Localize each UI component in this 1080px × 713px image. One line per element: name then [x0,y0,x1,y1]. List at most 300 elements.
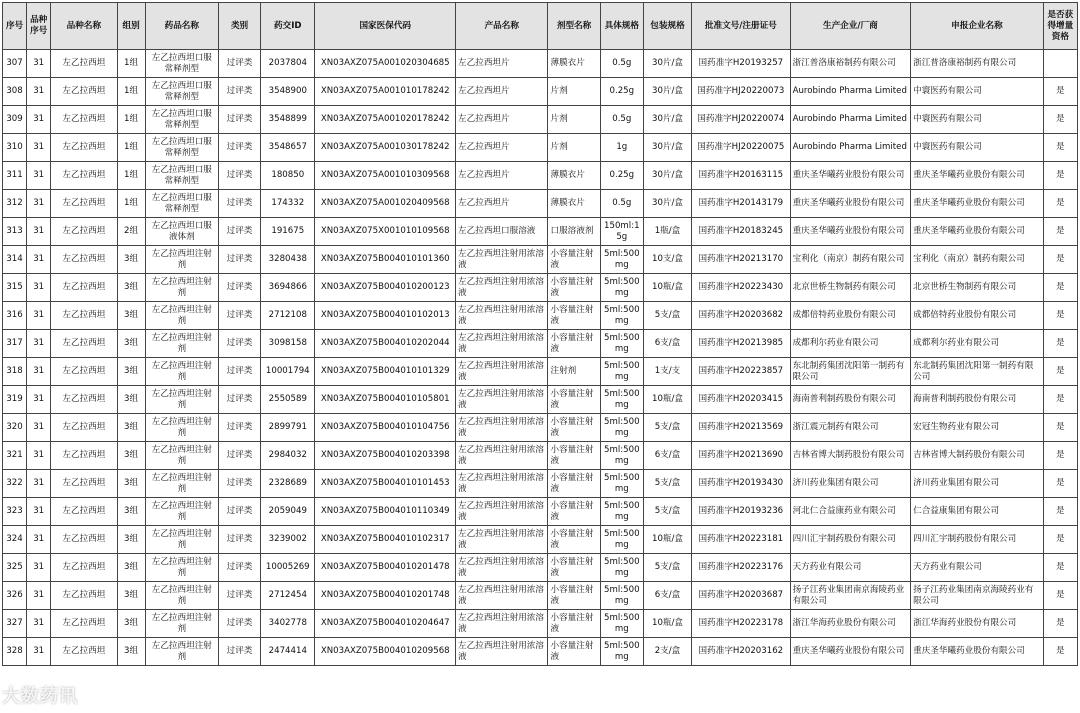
header-product-name: 产品名称 [456,3,548,50]
cell-serial-number: 320 [3,414,27,442]
cell-dosage-form: 小容量注射液 [548,582,600,610]
cell-serial-number: 319 [3,386,27,414]
cell-exchange-id: 180850 [261,162,315,190]
cell-dosage-form: 片剂 [548,134,600,162]
cell-insurance-code: XN03AXZ075A001020304685 [315,50,456,78]
cell-insurance-code: XN03AXZ075A001020178242 [315,106,456,134]
cell-package-spec: 5支/盒 [643,498,691,526]
cell-variety-number: 31 [27,386,51,414]
cell-applicant: 重庆圣华曦药业股份有限公司 [911,162,1044,190]
cell-product-name: 左乙拉西坦注射用浓溶液 [456,610,548,638]
cell-exchange-id: 2550589 [261,386,315,414]
cell-product-name: 左乙拉西坦注射用浓溶液 [456,246,548,274]
header-drug-name: 药品名称 [145,3,218,50]
cell-category: 过评类 [218,386,260,414]
cell-exchange-id: 3402778 [261,610,315,638]
cell-serial-number: 308 [3,78,27,106]
table-row [3,386,1078,414]
cell-product-name: 左乙拉西坦注射用浓溶液 [456,442,548,470]
cell-approval-number: 国药准字HJ20220074 [692,106,790,134]
cell-specification: 5ml:500mg [600,358,643,386]
cell-drug-name: 左乙拉西坦注射剂 [145,498,218,526]
cell-incremental-eligibility: 是 [1043,358,1077,386]
cell-category: 过评类 [218,106,260,134]
cell-category: 过评类 [218,78,260,106]
table-row [3,162,1078,190]
cell-insurance-code: XN03AXZ075A001030178242 [315,134,456,162]
cell-product-name: 左乙拉西坦注射用浓溶液 [456,358,548,386]
cell-product-name: 左乙拉西坦注射用浓溶液 [456,554,548,582]
cell-incremental-eligibility: 是 [1043,470,1077,498]
cell-approval-number: 国药准字H20213569 [692,414,790,442]
cell-approval-number: 国药准字H20203687 [692,582,790,610]
cell-serial-number: 325 [3,554,27,582]
cell-variety-number: 31 [27,162,51,190]
cell-manufacturer: 重庆圣华曦药业股份有限公司 [790,218,911,246]
table-row [3,554,1078,582]
header-group: 组别 [117,3,145,50]
cell-variety-name: 左乙拉西坦 [51,442,117,470]
cell-package-spec: 1支/支 [643,358,691,386]
header-package-spec: 包装规格 [643,3,691,50]
cell-group: 3组 [117,638,145,666]
cell-dosage-form: 薄膜衣片 [548,162,600,190]
cell-variety-name: 左乙拉西坦 [51,470,117,498]
cell-insurance-code: XN03AXZ075B004010200123 [315,274,456,302]
cell-variety-number: 31 [27,638,51,666]
cell-dosage-form: 小容量注射液 [548,610,600,638]
cell-dosage-form: 小容量注射液 [548,498,600,526]
cell-category: 过评类 [218,190,260,218]
cell-incremental-eligibility: 是 [1043,414,1077,442]
cell-serial-number: 321 [3,442,27,470]
cell-category: 过评类 [218,638,260,666]
cell-dosage-form: 薄膜衣片 [548,50,600,78]
header-category: 类别 [218,3,260,50]
cell-manufacturer: 重庆圣华曦药业股份有限公司 [790,190,911,218]
cell-variety-name: 左乙拉西坦 [51,414,117,442]
header-manufacturer: 生产企业/厂商 [790,3,911,50]
cell-group: 3组 [117,526,145,554]
cell-manufacturer: 四川汇宇制药股份有限公司 [790,526,911,554]
cell-incremental-eligibility: 是 [1043,526,1077,554]
cell-package-spec: 10瓶/盒 [643,526,691,554]
table-row [3,582,1078,610]
cell-category: 过评类 [218,498,260,526]
cell-drug-name: 左乙拉西坦口服常释剂型 [145,162,218,190]
cell-variety-number: 31 [27,246,51,274]
cell-approval-number: 国药准字H20203415 [692,386,790,414]
cell-approval-number: 国药准字H20223176 [692,554,790,582]
cell-group: 3组 [117,358,145,386]
cell-variety-number: 31 [27,106,51,134]
cell-package-spec: 6支/盒 [643,330,691,358]
cell-variety-number: 31 [27,50,51,78]
cell-applicant: 浙江华海药业股份有限公司 [911,610,1044,638]
cell-group: 1组 [117,190,145,218]
cell-category: 过评类 [218,134,260,162]
cell-manufacturer: 东北制药集团沈阳第一制药有限公司 [790,358,911,386]
cell-drug-name: 左乙拉西坦注射剂 [145,330,218,358]
cell-manufacturer: 济川药业集团有限公司 [790,470,911,498]
cell-exchange-id: 2712108 [261,302,315,330]
cell-serial-number: 310 [3,134,27,162]
table-row [3,330,1078,358]
table-row [3,358,1078,386]
cell-applicant: 宏冠生物药业有限公司 [911,414,1044,442]
cell-product-name: 左乙拉西坦注射用浓溶液 [456,526,548,554]
cell-insurance-code: XN03AXZ075B004010102013 [315,302,456,330]
header-variety-number: 品种序号 [27,3,51,50]
cell-specification: 1g [600,134,643,162]
cell-serial-number: 318 [3,358,27,386]
cell-specification: 0.5g [600,50,643,78]
cell-group: 3组 [117,274,145,302]
cell-manufacturer: 成都倍特药业股份有限公司 [790,302,911,330]
cell-package-spec: 1瓶/盒 [643,218,691,246]
table-row [3,106,1078,134]
cell-incremental-eligibility: 是 [1043,78,1077,106]
cell-specification: 5ml:500mg [600,442,643,470]
cell-serial-number: 316 [3,302,27,330]
cell-group: 1组 [117,50,145,78]
cell-approval-number: 国药准字H20203162 [692,638,790,666]
cell-variety-name: 左乙拉西坦 [51,106,117,134]
cell-approval-number: 国药准字H20213985 [692,330,790,358]
table-row [3,498,1078,526]
cell-specification: 0.5g [600,106,643,134]
cell-manufacturer: 北京世桥生物制药有限公司 [790,274,911,302]
cell-insurance-code: XN03AXZ075B004010202044 [315,330,456,358]
cell-manufacturer: 海南普利制药股份有限公司 [790,386,911,414]
cell-manufacturer: 浙江普洛康裕制药有限公司 [790,50,911,78]
table-row [3,78,1078,106]
cell-package-spec: 5支/盒 [643,470,691,498]
cell-serial-number: 323 [3,498,27,526]
cell-incremental-eligibility: 是 [1043,330,1077,358]
table-row [3,246,1078,274]
cell-insurance-code: XN03AXZ075A001020409568 [315,190,456,218]
cell-applicant: 海南普利制药股份有限公司 [911,386,1044,414]
cell-group: 3组 [117,302,145,330]
cell-insurance-code: XN03AXZ075A001010178242 [315,78,456,106]
cell-product-name: 左乙拉西坦片 [456,190,548,218]
cell-variety-name: 左乙拉西坦 [51,218,117,246]
cell-dosage-form: 薄膜衣片 [548,190,600,218]
cell-applicant: 天方药业有限公司 [911,554,1044,582]
cell-specification: 5ml:500mg [600,246,643,274]
cell-package-spec: 6支/盒 [643,442,691,470]
cell-variety-name: 左乙拉西坦 [51,498,117,526]
cell-dosage-form: 小容量注射液 [548,554,600,582]
cell-drug-name: 左乙拉西坦注射剂 [145,610,218,638]
cell-approval-number: 国药准字H20193236 [692,498,790,526]
cell-package-spec: 10支/盒 [643,246,691,274]
cell-dosage-form: 小容量注射液 [548,302,600,330]
cell-variety-number: 31 [27,274,51,302]
cell-approval-number: 国药准字H20183245 [692,218,790,246]
cell-dosage-form: 小容量注射液 [548,470,600,498]
cell-manufacturer: 浙江震元制药有限公司 [790,414,911,442]
cell-group: 2组 [117,218,145,246]
cell-variety-name: 左乙拉西坦 [51,190,117,218]
table-row [3,134,1078,162]
cell-category: 过评类 [218,554,260,582]
cell-package-spec: 30片/盒 [643,162,691,190]
cell-exchange-id: 191675 [261,218,315,246]
cell-group: 3组 [117,470,145,498]
cell-variety-number: 31 [27,134,51,162]
cell-drug-name: 左乙拉西坦口服常释剂型 [145,134,218,162]
cell-dosage-form: 小容量注射液 [548,330,600,358]
cell-variety-name: 左乙拉西坦 [51,246,117,274]
cell-specification: 0.25g [600,162,643,190]
cell-variety-name: 左乙拉西坦 [51,610,117,638]
cell-group: 3组 [117,610,145,638]
cell-drug-name: 左乙拉西坦注射剂 [145,274,218,302]
cell-incremental-eligibility: 是 [1043,134,1077,162]
cell-incremental-eligibility: 是 [1043,442,1077,470]
table-row [3,526,1078,554]
cell-manufacturer: 浙江华海药业股份有限公司 [790,610,911,638]
cell-package-spec: 5支/盒 [643,414,691,442]
cell-variety-number: 31 [27,526,51,554]
cell-approval-number: 国药准字H20223430 [692,274,790,302]
cell-dosage-form: 片剂 [548,78,600,106]
cell-specification: 5ml:500mg [600,274,643,302]
cell-manufacturer: 宝利化（南京）制药有限公司 [790,246,911,274]
cell-package-spec: 5支/盒 [643,302,691,330]
cell-variety-name: 左乙拉西坦 [51,554,117,582]
cell-manufacturer: 成都利尔药业有限公司 [790,330,911,358]
cell-insurance-code: XN03AXZ075B004010110349 [315,498,456,526]
cell-exchange-id: 2328689 [261,470,315,498]
cell-manufacturer: Aurobindo Pharma Limited [790,106,911,134]
cell-manufacturer: Aurobindo Pharma Limited [790,134,911,162]
cell-package-spec: 6支/盒 [643,582,691,610]
cell-category: 过评类 [218,302,260,330]
cell-product-name: 左乙拉西坦片 [456,50,548,78]
cell-variety-number: 31 [27,190,51,218]
cell-category: 过评类 [218,442,260,470]
cell-drug-name: 左乙拉西坦口服常释剂型 [145,106,218,134]
header-applicant: 申报企业名称 [911,3,1044,50]
cell-group: 1组 [117,134,145,162]
cell-product-name: 左乙拉西坦片 [456,134,548,162]
cell-incremental-eligibility: 是 [1043,386,1077,414]
cell-variety-name: 左乙拉西坦 [51,302,117,330]
cell-insurance-code: XN03AXZ075B004010204647 [315,610,456,638]
cell-applicant: 中寰医药有限公司 [911,106,1044,134]
cell-approval-number: 国药准字H20213170 [692,246,790,274]
cell-serial-number: 309 [3,106,27,134]
cell-applicant: 中寰医药有限公司 [911,78,1044,106]
cell-manufacturer: 天方药业有限公司 [790,554,911,582]
cell-incremental-eligibility: 是 [1043,218,1077,246]
cell-exchange-id: 2984032 [261,442,315,470]
cell-group: 3组 [117,330,145,358]
cell-exchange-id: 2037804 [261,50,315,78]
cell-dosage-form: 片剂 [548,106,600,134]
cell-group: 1组 [117,106,145,134]
cell-applicant: 四川汇宇制药股份有限公司 [911,526,1044,554]
cell-insurance-code: XN03AXZ075B004010209568 [315,638,456,666]
cell-product-name: 左乙拉西坦注射用浓溶液 [456,470,548,498]
table-row [3,638,1078,666]
cell-specification: 150ml:15g [600,218,643,246]
cell-group: 1组 [117,78,145,106]
header-exchange-id: 药交ID [261,3,315,50]
cell-incremental-eligibility: 是 [1043,190,1077,218]
cell-drug-name: 左乙拉西坦注射剂 [145,302,218,330]
cell-variety-name: 左乙拉西坦 [51,638,117,666]
cell-specification: 5ml:500mg [600,330,643,358]
cell-variety-name: 左乙拉西坦 [51,526,117,554]
cell-serial-number: 327 [3,610,27,638]
cell-package-spec: 30片/盒 [643,50,691,78]
cell-exchange-id: 3239002 [261,526,315,554]
cell-manufacturer: 河北仁合益康药业有限公司 [790,498,911,526]
cell-category: 过评类 [218,218,260,246]
cell-variety-name: 左乙拉西坦 [51,358,117,386]
table-row [3,302,1078,330]
table-row [3,610,1078,638]
cell-group: 3组 [117,246,145,274]
cell-approval-number: 国药准字H20163115 [692,162,790,190]
cell-package-spec: 10瓶/盒 [643,386,691,414]
cell-specification: 5ml:500mg [600,554,643,582]
cell-product-name: 左乙拉西坦片 [456,106,548,134]
cell-group: 3组 [117,442,145,470]
cell-specification: 0.25g [600,78,643,106]
cell-drug-name: 左乙拉西坦口服常释剂型 [145,190,218,218]
table-header-row [3,3,1078,50]
cell-applicant: 成都利尔药业有限公司 [911,330,1044,358]
cell-serial-number: 317 [3,330,27,358]
cell-serial-number: 314 [3,246,27,274]
cell-exchange-id: 2059049 [261,498,315,526]
cell-incremental-eligibility: 是 [1043,246,1077,274]
cell-serial-number: 326 [3,582,27,610]
cell-category: 过评类 [218,330,260,358]
cell-serial-number: 307 [3,50,27,78]
cell-variety-number: 31 [27,470,51,498]
table-row [3,414,1078,442]
cell-drug-name: 左乙拉西坦注射剂 [145,554,218,582]
cell-applicant: 宝利化（南京）制药有限公司 [911,246,1044,274]
cell-applicant: 重庆圣华曦药业股份有限公司 [911,638,1044,666]
cell-category: 过评类 [218,610,260,638]
cell-dosage-form: 小容量注射液 [548,386,600,414]
cell-category: 过评类 [218,50,260,78]
cell-variety-number: 31 [27,582,51,610]
cell-dosage-form: 小容量注射液 [548,526,600,554]
header-variety-name: 品种名称 [51,3,117,50]
cell-incremental-eligibility: 是 [1043,582,1077,610]
cell-category: 过评类 [218,582,260,610]
cell-product-name: 左乙拉西坦注射用浓溶液 [456,386,548,414]
header-serial-number: 序号 [3,3,27,50]
cell-product-name: 左乙拉西坦片 [456,78,548,106]
cell-product-name: 左乙拉西坦注射用浓溶液 [456,274,548,302]
cell-serial-number: 315 [3,274,27,302]
cell-drug-name: 左乙拉西坦注射剂 [145,358,218,386]
cell-specification: 0.5g [600,190,643,218]
cell-drug-name: 左乙拉西坦注射剂 [145,414,218,442]
cell-category: 过评类 [218,470,260,498]
cell-dosage-form: 口服溶液剂 [548,218,600,246]
cell-applicant: 成都倍特药业股份有限公司 [911,302,1044,330]
cell-product-name: 左乙拉西坦口服溶液 [456,218,548,246]
cell-approval-number: 国药准字HJ20220075 [692,134,790,162]
table-row [3,470,1078,498]
cell-incremental-eligibility: 是 [1043,498,1077,526]
cell-product-name: 左乙拉西坦注射用浓溶液 [456,330,548,358]
cell-insurance-code: XN03AXZ075B004010203398 [315,442,456,470]
cell-dosage-form: 小容量注射液 [548,414,600,442]
cell-manufacturer: 重庆圣华曦药业股份有限公司 [790,162,911,190]
cell-insurance-code: XN03AXZ075B004010101360 [315,246,456,274]
cell-variety-number: 31 [27,414,51,442]
cell-serial-number: 322 [3,470,27,498]
cell-category: 过评类 [218,162,260,190]
cell-drug-name: 左乙拉西坦注射剂 [145,246,218,274]
cell-applicant: 重庆圣华曦药业股份有限公司 [911,218,1044,246]
cell-applicant: 浙江普洛康裕制药有限公司 [911,50,1044,78]
cell-approval-number: 国药准字H20213690 [692,442,790,470]
cell-specification: 5ml:500mg [600,610,643,638]
cell-variety-number: 31 [27,442,51,470]
cell-serial-number: 312 [3,190,27,218]
cell-exchange-id: 10005269 [261,554,315,582]
cell-package-spec: 5支/盒 [643,554,691,582]
cell-product-name: 左乙拉西坦注射用浓溶液 [456,638,548,666]
cell-exchange-id: 2474414 [261,638,315,666]
cell-drug-name: 左乙拉西坦注射剂 [145,526,218,554]
cell-approval-number: 国药准字H20223178 [692,610,790,638]
cell-specification: 5ml:500mg [600,414,643,442]
cell-insurance-code: XN03AXZ075B004010104756 [315,414,456,442]
cell-applicant: 北京世桥生物制药有限公司 [911,274,1044,302]
cell-approval-number: 国药准字H20223181 [692,526,790,554]
cell-serial-number: 311 [3,162,27,190]
cell-variety-name: 左乙拉西坦 [51,386,117,414]
cell-drug-name: 左乙拉西坦注射剂 [145,470,218,498]
cell-group: 3组 [117,386,145,414]
cell-variety-name: 左乙拉西坦 [51,582,117,610]
cell-specification: 5ml:500mg [600,638,643,666]
cell-insurance-code: XN03AXZ075A001010309568 [315,162,456,190]
cell-specification: 5ml:500mg [600,302,643,330]
cell-approval-number: 国药准字H20193257 [692,50,790,78]
cell-incremental-eligibility: 是 [1043,554,1077,582]
cell-exchange-id: 3548900 [261,78,315,106]
cell-variety-name: 左乙拉西坦 [51,330,117,358]
header-incremental-eligibility: 是否获得增量资格 [1043,3,1077,50]
cell-dosage-form: 注射剂 [548,358,600,386]
cell-insurance-code: XN03AXZ075X001010109568 [315,218,456,246]
cell-exchange-id: 10001794 [261,358,315,386]
cell-incremental-eligibility: 是 [1043,610,1077,638]
table-row [3,274,1078,302]
cell-package-spec: 30片/盒 [643,190,691,218]
cell-category: 过评类 [218,414,260,442]
cell-drug-name: 左乙拉西坦注射剂 [145,582,218,610]
cell-drug-name: 左乙拉西坦口服常释剂型 [145,78,218,106]
cell-incremental-eligibility: 是 [1043,106,1077,134]
cell-applicant: 仁合益康集团有限公司 [911,498,1044,526]
cell-incremental-eligibility: 是 [1043,274,1077,302]
